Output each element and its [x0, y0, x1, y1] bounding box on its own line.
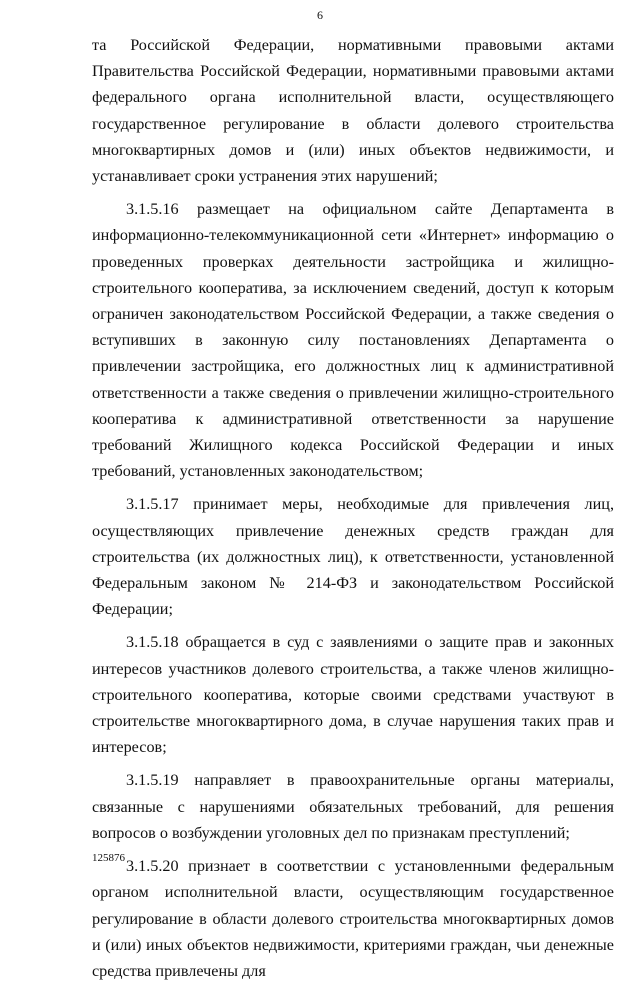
paragraph-3-1-5-19: 3.1.5.19 направляет в правоохранительные органы материалы, связанные с нарушениями обязательных требований, для решения вопросов о возбуждении уголовных дел по признакам преступлений;: [92, 771, 614, 842]
document-footer-code: 125876: [92, 852, 125, 864]
paragraph-3-1-5-17: 3.1.5.17 принимает меры, необходимые для привлечения лиц, осуществляющих привлечение денежных средств граждан для строительства (их должностных лиц), к ответственности, установленной Федеральным законом № 214-ФЗ и законодательством Российской Федерации;: [92, 495, 614, 619]
document-body: [92, 32, 614, 991]
paragraph-continuation: та Российской Федерации, нормативными правовыми актами Правительства Российской Федерации, нормативными правовыми актами федерального органа исполнительной власти, осуществляющего государственное регулирование в области долевого строительства многоквартирных домов и (или) иных объектов недвижимости, и устанавливает сроки устранения этих нарушений;: [92, 36, 614, 186]
paragraph-3-1-5-18: 3.1.5.18 обращается в суд с заявлениями о защите прав и законных интересов участников долевого строительства, а также членов жилищно-строительного кооператива, которые своими средствами участвуют в строительстве многоквартирного дома, в случае нарушения таких прав и интересов;: [92, 633, 614, 757]
paragraph-3-1-5-16: 3.1.5.16 размещает на официальном сайте Департамента в информационно-телекоммуникационной сети «Интернет» информацию о проведенных проверках деятельности застройщика и жилищно-строительного кооператива, за исключением сведений, доступ к которым ограничен законодательством Российской Федерации, а также сведения о вступивших в законную силу постановлениях Департамента о привлечении застройщика, его должностных лиц к административной ответственности а также сведения о привлечении жилищно-строительного кооператива к административной ответственности за нарушение требований Жилищного кодекса Российской Федерации и иных требований, установленных законодательством;: [92, 200, 614, 481]
paragraph-3-1-5-20: 3.1.5.20 признает в соответствии с установленными федеральным органом исполнительной власти, осуществляющим государственное регулирование в области долевого строительства многоквартирных домов и (или) иных объектов недвижимости, критериями граждан, чьи денежные средства привлечены для: [92, 857, 614, 980]
page-number: 6: [317, 8, 323, 22]
